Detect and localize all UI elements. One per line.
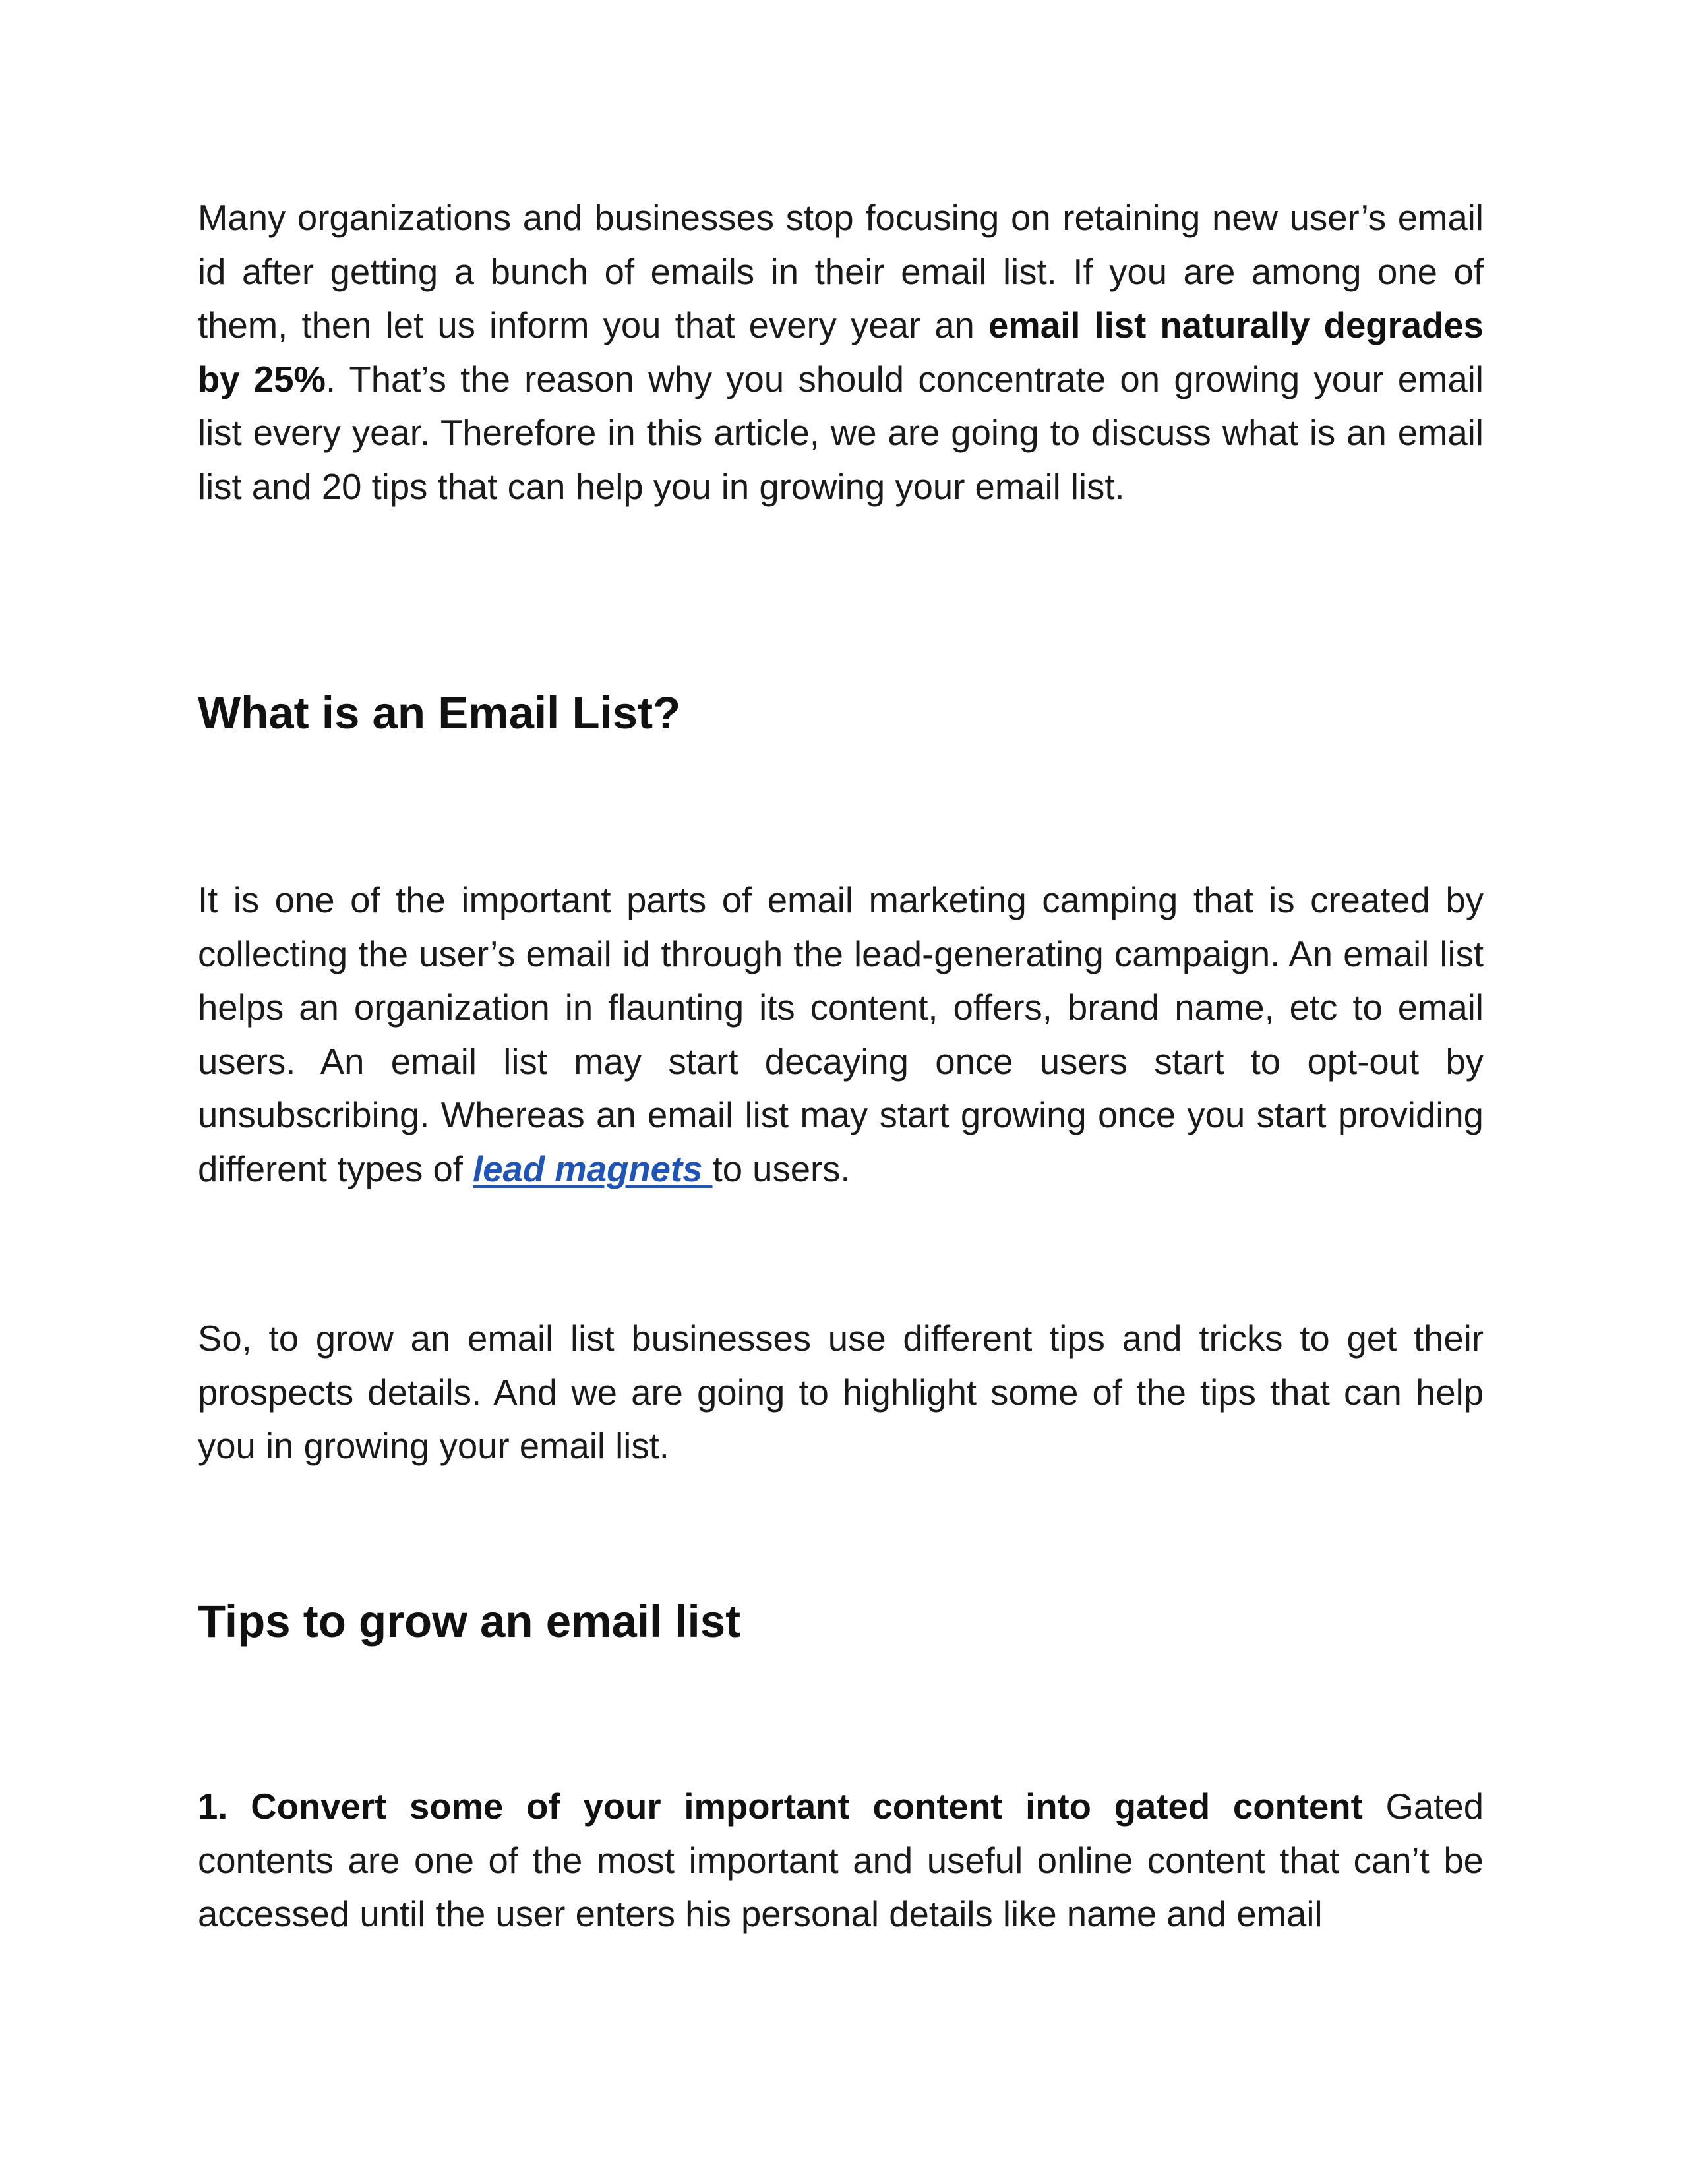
tip-1-text: Gated contents are one of the most important and useful online content that can’t be accessed until the user enters his personal details like name and email — [198, 1786, 1484, 1934]
tip-1-title: 1. Convert some of your important content into gated content — [198, 1786, 1363, 1827]
intro-text-1: Many organizations and businesses stop focusing on retaining new user’s email id after getting a bunch of emails in their email list. If you are among one of them, then let us inform you that every year an — [198, 198, 1484, 345]
what-paragraph — [198, 873, 1484, 1196]
intro-bold-statistic: email list naturally degrades by 25% — [198, 305, 1484, 399]
heading-what-is-email-list: What is an Email List? — [198, 688, 681, 738]
what-text-1: It is one of the important parts of email marketing camping that is created by collecting the user’s email id through the lead-generating campaign. An email list helps an organization in flaunting its content, offers, brand name, etc to email users. An email list may start decaying once users start to opt-out by unsubscribing. Whereas an email list may start growing once you start providing different types of — [198, 880, 1484, 1189]
intro-text-2: . That’s the reason why you should concentrate on growing your email list every year. Therefore in this article, we are going to discuss what is an email list and 20 tips that can help you in growing your email list. — [198, 359, 1484, 507]
tip-1-paragraph — [198, 1780, 1484, 1941]
lead-magnets-link[interactable]: lead magnets — [473, 1148, 713, 1189]
what-text-2: to users. — [712, 1148, 851, 1189]
heading-tips: Tips to grow an email list — [198, 1596, 741, 1647]
followup-paragraph: So, to grow an email list businesses use different tips and tricks to get their prospects details. And we are going to highlight some of the tips that can help you in growing your email list. — [198, 1318, 1484, 1466]
intro-paragraph — [198, 191, 1484, 514]
